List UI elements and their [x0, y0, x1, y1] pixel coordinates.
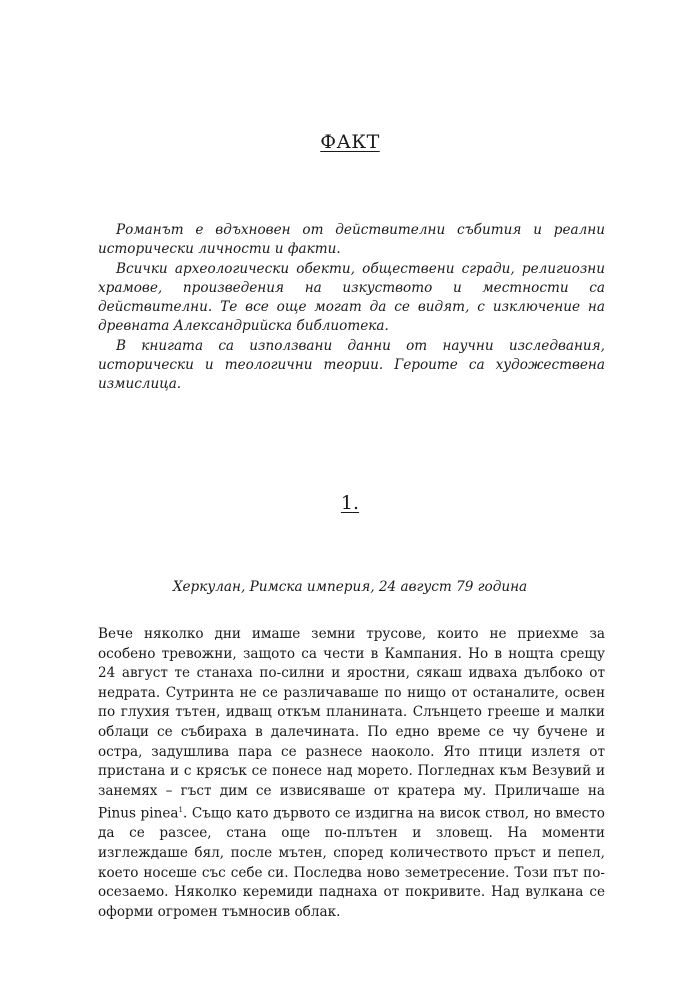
body-text-part: Вече няколко дни имаше земни трусове, които не приехме за особено тревожни, защото са чести в Кампания. Но в нощта срещу 24 август те станаха по-силни и яростни, сякаш идваха дълбоко от недрата. Сутринта не се различаваше по нищо от останалите, освен по глухия тътен, идващ откъм планината. Слънцето грееше и малки облаци се събираха в далечината. По едно време се чу бучене и остра, задушлива пара се разнесе наоколо. Ято птици излетя от пристана и с крясък се понесе над морето. Погледнах към Везувий и занемях – гъст дим се извисяваше от кратера му. Приличаше на Pinus pinea: [98, 626, 605, 822]
chapter-place-date: Херкулан, Римска империя, 24 август 79 година: [172, 579, 528, 595]
fact-disclaimer: [98, 221, 605, 395]
chapter-body-paragraph: [98, 625, 605, 922]
body-text-part: . Също като дървото се издигна на висок ствол, но вместо да се разсее, стана още по-плътен и зловещ. На моменти изглеждаше бял, после мътен, според количеството пръст и пепел, което носеше със себе си. Последва ново земетресение. Този път по-осезаемо. Няколко керемиди паднаха от покривите. Над вулкана се оформи огромен тъмносив облак.: [98, 805, 605, 920]
chapter-number: 1.: [340, 492, 360, 514]
fact-paragraph: Романът е вдъхновен от действителни събития и реални исторически личности и факти.: [98, 222, 605, 258]
fact-heading: ФАКТ: [320, 131, 380, 153]
fact-paragraph: Всички археологически обекти, обществени сгради, религиозни храмове, произведения на изкуството и местности са действителни. Те все още могат да се видят, с изключение на древната Александрийска библиотека.: [98, 260, 605, 335]
footnote-reference[interactable]: 1: [178, 806, 183, 815]
fact-paragraph: В книгата са използвани данни от научни изследвания, исторически и теологични теории. Героите са художествена измислица.: [98, 337, 605, 393]
